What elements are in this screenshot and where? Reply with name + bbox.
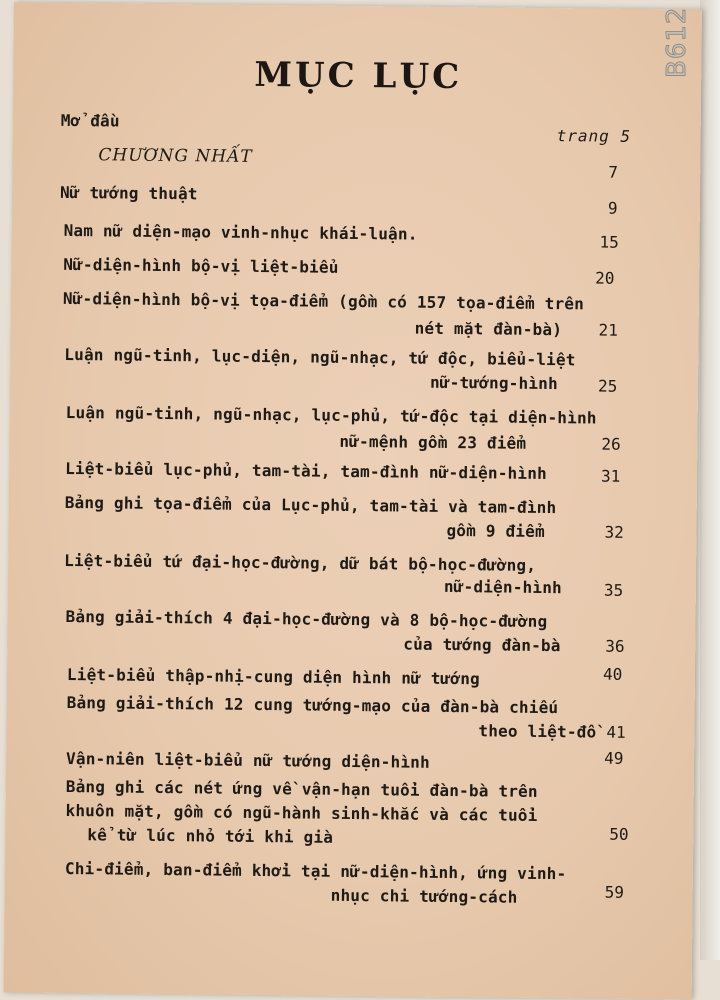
toc-entry-15-line-2: khuôn mặt, gồm có ngũ-hành sinh-khắc và các tuổi bbox=[65, 800, 538, 825]
toc-entry-6-line-1: Luận ngũ-tinh, lục-diện, ngũ-nhạc, tứ độc, biểu-liệt bbox=[64, 344, 576, 370]
toc-entry-15-line-1: Bảng ghi các nét ứng về vận-hạn tuổi đàn-bà trên bbox=[65, 776, 538, 801]
toc-entry-16-line-2: nhục chi tướng-cách bbox=[330, 885, 518, 907]
stamp-label: B612 bbox=[662, 6, 692, 78]
toc-page-12: 40 bbox=[602, 664, 623, 684]
toc-page-3: 15 bbox=[599, 232, 619, 252]
toc-entry-15-line-3: kể từ lúc nhỏ tới khi già bbox=[87, 825, 334, 847]
toc-entry-8: Liệt-biểu lục-phủ, tam-tài, tam-đình nữ-diện-hình bbox=[65, 458, 548, 484]
toc-page-7: 26 bbox=[601, 434, 621, 454]
toc-entry-16-line-1: Chi-điểm, ban-điểm khởi tại nữ-diện-hình, ứng vinh- bbox=[64, 858, 567, 884]
toc-entry-3: Nam nữ diện-mạo vinh-nhục khái-luận. bbox=[63, 220, 418, 244]
toc-page-4: 20 bbox=[595, 268, 615, 288]
toc-entry-2: Nữ tướng thuật bbox=[59, 182, 198, 204]
toc-page-8: 31 bbox=[600, 466, 621, 486]
book-page bbox=[4, 2, 702, 999]
toc-entry-5-line-1: Nữ-diện-hình bộ-vị tọa-điểm (gồm có 157 tọa-điểm trên bbox=[62, 288, 585, 314]
toc-entry-9-line-2: gồm 9 điểm bbox=[446, 520, 545, 541]
toc-chapter-heading: CHƯƠNG NHẤT bbox=[98, 145, 253, 167]
toc-entry-11-line-1: Bảng giải-thích 4 đại-học-đường và 8 bộ-học-đường bbox=[65, 606, 548, 632]
toc-entry-13-line-1: Bảng giải-thích 12 cung tướng-mạo của đàn-bà chiếu bbox=[66, 692, 559, 718]
toc-page-9: 32 bbox=[604, 522, 624, 542]
toc-page-16: 59 bbox=[604, 882, 625, 902]
toc-entry-13-line-2: theo liệt-đồ bbox=[478, 721, 597, 742]
page-title: MỤC LỤC bbox=[254, 54, 463, 98]
toc-entry-7-line-2: nữ-mệnh gồm 23 điểm bbox=[339, 431, 527, 453]
background-surface bbox=[700, 0, 720, 960]
toc-entry-11-line-2: của tướng đàn-bà bbox=[403, 634, 561, 656]
toc-page-13: 41 bbox=[606, 722, 626, 742]
toc-page-6: 25 bbox=[597, 376, 618, 396]
toc-page-14: 49 bbox=[604, 748, 624, 768]
toc-page-intro: trang 5 bbox=[556, 126, 632, 146]
toc-entry-4: Nữ-diện-hình bộ-vị liệt-biểu bbox=[63, 254, 339, 277]
toc-entry-6-line-2: nữ-tướng-hình bbox=[429, 372, 558, 394]
toc-entry-7-line-1: Luận ngũ-tinh, ngũ-nhạc, lục-phủ, tứ-độc tại diện-hình bbox=[65, 402, 597, 428]
toc-page-10: 35 bbox=[603, 580, 624, 600]
toc-page-15: 50 bbox=[609, 824, 629, 844]
toc-page-11: 36 bbox=[605, 636, 625, 656]
toc-entry-intro: Mở đầu bbox=[60, 110, 120, 131]
toc-entry-9-line-1: Bảng ghi tọa-điểm của Lục-phủ, tam-tài và tam-đình bbox=[64, 492, 557, 518]
toc-entry-10-line-1: Liệt-biểu tứ đại-học-đường, dữ bát bộ-học-đường, bbox=[64, 550, 537, 575]
toc-page-5: 21 bbox=[598, 320, 618, 340]
toc-entry-14: Vận-niên liệt-biểu nữ tướng diện-hình bbox=[66, 748, 431, 772]
toc-entry-12: Liệt-biểu thập-nhị-cung diện hình nữ tướng bbox=[66, 664, 481, 689]
toc-page-2: 9 bbox=[607, 198, 618, 218]
toc-entry-5-line-2: nét mặt đàn-bà) bbox=[414, 318, 563, 340]
toc-entry-10-line-2: nữ-diện-hình bbox=[443, 576, 563, 598]
toc-page-chapter: 7 bbox=[608, 162, 619, 182]
